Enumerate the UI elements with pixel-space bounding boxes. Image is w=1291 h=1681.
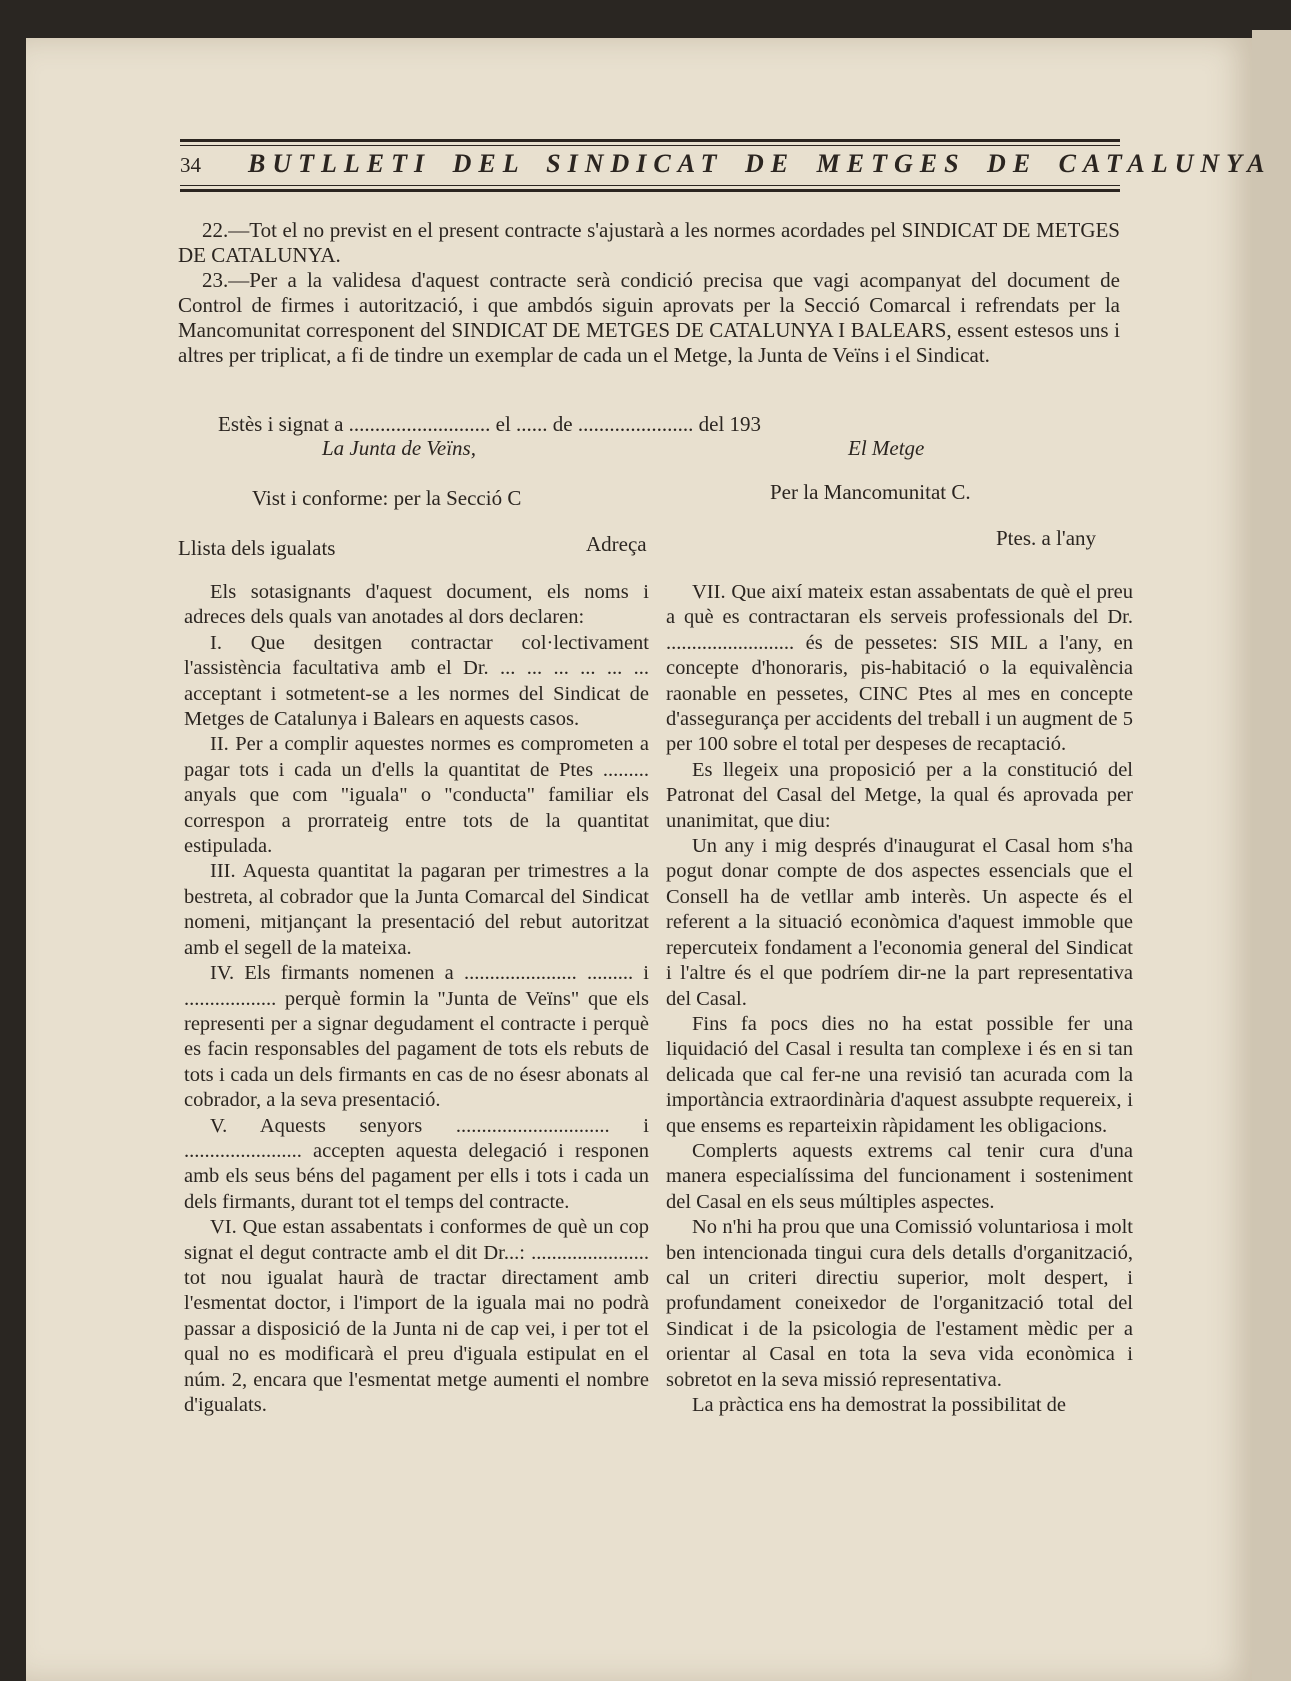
header-rule-top-thin (180, 145, 1120, 146)
llista-igualats: Llista dels igualats (178, 536, 336, 560)
paragraph: I. Que desitgen contractar col·lectivament l'assistència facultativa amb el Dr. ... ... ... ... ... ... acceptant i sotmetent-se a les normes del Sindicat de Metges de Catalunya i Balears en aquests casos. (184, 631, 649, 731)
paragraph: Un any i mig després d'inaugurat el Casal hom s'ha pogut donar compte de dos aspectes essencials que el Consell ha de vetllar amb interès. Un aspecte és el referent a la situació econòmica d'aquest immoble que repercuteix fondament a l'economia general del Sindicat i l'altre és el que podríem dir-ne la part representativa del Casal. (666, 835, 1133, 1010)
paragraph: III. Aquesta quantitat la pagaran per trimestres a la bestreta, al cobrador que la Junta Comarcal del Sindicat nomeni, mitjançant la presentació del rebut autoritzat amb el segell de la mateixa. (184, 860, 649, 959)
paragraph: Es llegeix una proposició per a la constitució del Patronat del Casal del Metge, la qual és aprovada per unanimitat, que diu: (666, 758, 1133, 832)
header-rule-bottom-thin (180, 185, 1120, 186)
page-number: 34 (180, 153, 201, 177)
journal-title: BUTLLETI DEL SINDICAT DE METGES DE CATALUNYA (248, 149, 1272, 178)
paragraph: Fins fa pocs dies no ha estat possible fer una liquidació del Casal i resulta tan complexe i és en si tan delicada que cal fer-ne una revisió tan acurada com la importància extraordinària d'aquest assubpte requereix, i que ensems es reparteixin ràpidament les obligacions. (666, 1012, 1133, 1137)
running-header (180, 139, 1272, 199)
facing-page-edge (1252, 30, 1291, 1681)
paragraph: IV. Els firmants nomenen a ...................... ......... i .................. perquè formin la "Junta de Veïns" que els representi per a signar degudament el contracte i perquè es facin responsables del pagament de tots els rebuts de tots i cada un dels firmants en cas de no ésesr abonats al cobrador, a la seva presentació. (184, 962, 649, 1112)
vist-conforme: Vist i conforme: per la Secció C (252, 486, 522, 510)
signature-junta: La Junta de Veïns, (322, 436, 476, 460)
per-mancomunitat: Per la Mancomunitat C. (770, 480, 971, 504)
paragraph: No n'hi ha prou que una Comissió voluntariosa i molt ben intencionada tingui cura dels detalls d'organització, cal un criteri directiu superior, molt despert, i profundament coneixedor de l'organització total del Sindicat i de la psicologia de l'estament mèdic per a orientar al Casal en tota la seva vida econòmica i sobretot en la seva missió representativa. (666, 1216, 1133, 1391)
clause-22: 22.—Tot el no previst en el present contracte s'ajustarà a les normes acordades pel SINDICAT DE METGES DE CATALUNYA. (178, 218, 1120, 267)
paragraph: VII. Que així mateix estan assabentats de què el preu a què es contractaran els serveis professionals del Dr. ......................... és de pessetes: SIS MIL a l'any, en concepte d'honoraris, pis-habitació o la equivalència raonable en pessetes, CINC Ptes al mes en concepte d'assegurança per accidents del treball i un augment de 5 per 100 sobre el total per despeses de recaptació. (666, 581, 1133, 756)
left-column (184, 580, 649, 1418)
paragraph: Els sotasignants d'aquest document, els noms i adreces dels quals van anotades al dors declaren: (184, 581, 649, 629)
clause-23: 23.—Per a la validesa d'aquest contracte serà condició precisa que vagi acompanyat del document de Control de firmes i autorització, i que ambdós siguin aprovats per la Secció Comarcal i refrendats per la Mancomunitat corresponent del SINDICAT DE METGES DE CATALUNYA I BALEARS, essent estesos uns i altres per triplicat, a fi de tindre un exemplar de cada un el Metge, la Junta de Veïns i el Sindicat. (178, 268, 1120, 367)
paragraph: Complerts aquests extrems cal tenir cura d'una manera especialíssima del funcionament i sosteniment del Casal en els seus múltiples aspectes. (666, 1139, 1133, 1213)
paragraph: VI. Que estan assabentats i conformes de què un cop signat el degut contracte amb el dit Dr...: ....................... tot nou igualat haurà de tractar directament amb l'esmentat doctor, i l'import de la iguala mai no podrà passar a disposició de la Junta ni de cap vei, i per tot el qual no es modificarà el preu d'iguala estipulat en el núm. 2, encara que l'esmentat metge aumenti el nombre d'igualats. (184, 1216, 649, 1416)
signature-place-date: Estès i signat a ........................... el ...... de ...................... del 193 (218, 412, 762, 436)
right-column (666, 580, 1133, 1418)
paragraph: V. Aquests senyors .............................. i ....................... accepten aquesta delegació i responen amb els seus béns del pagament per ells i tots i cada un dels firmants, durant tot el temps del contracte. (184, 1114, 649, 1213)
signature-metge: El Metge (848, 436, 925, 460)
ptes-any-label: Ptes. a l'any (996, 526, 1097, 550)
paragraph: La pràctica ens ha demostrat la possibilitat de (692, 1394, 1066, 1416)
paragraph: II. Per a complir aquestes normes es comprometen a pagar tots i cada un d'ells la quantitat de Ptes ......... anyals que com "iguala" o "conducta" familiar els correspon a prorrateig entre tots de la quantitat estipulada. (184, 733, 649, 858)
header-rule-bottom (180, 189, 1120, 192)
adreca-label: Adreça (586, 532, 647, 556)
header-rule-top (180, 139, 1120, 142)
